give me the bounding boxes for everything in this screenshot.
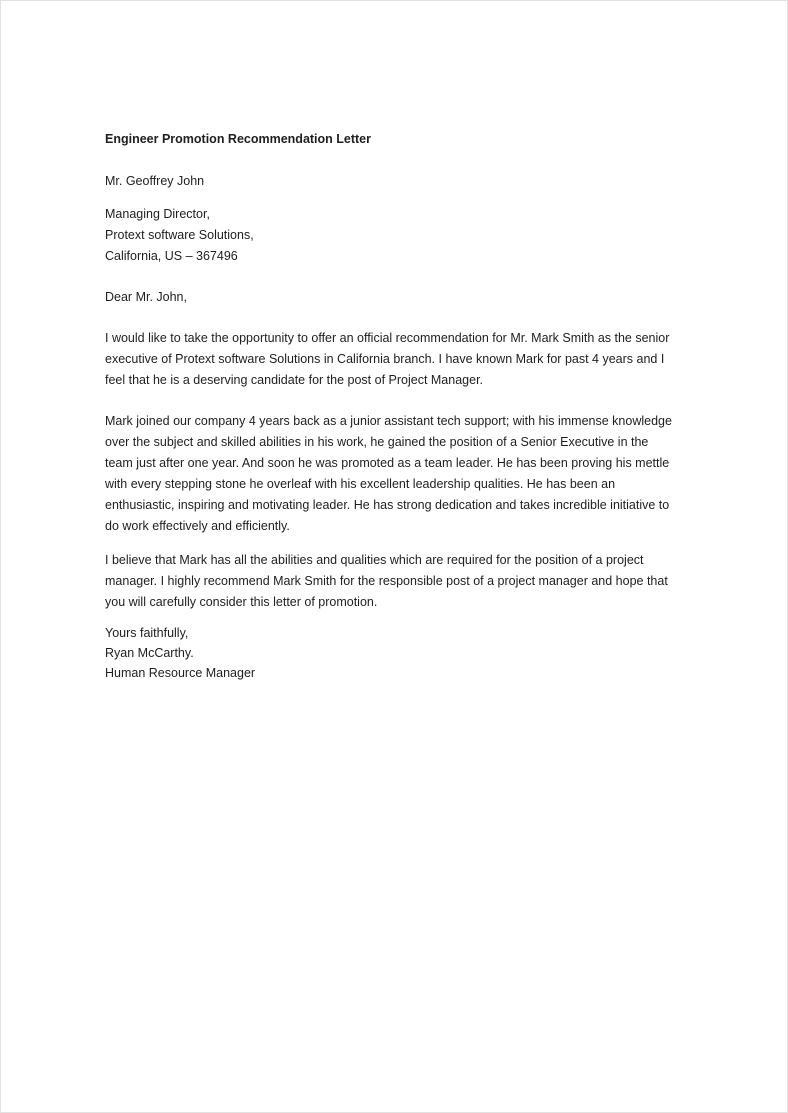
- body-paragraph-3: I believe that Mark has all the abilities and qualities which are required for the position of a project manager. I highly recommend Mark Smith for the responsible post of a project manager and hope that you will carefully consider this letter of promotion.: [105, 553, 668, 609]
- signature-title: Human Resource Manager: [105, 666, 256, 680]
- closing-block: [105, 623, 672, 683]
- recipient-name: Mr. Geoffrey John: [105, 174, 205, 188]
- recipient-address-line: Managing Director,: [105, 207, 210, 221]
- valediction: Yours faithfully,: [105, 626, 189, 640]
- recipient-address-line: California, US – 367496: [105, 249, 238, 263]
- body-paragraph-1: I would like to take the opportunity to offer an official recommendation for Mr. Mark Smith as the senior executive of Protext software Solutions in California branch. I have known Mark for past 4 years and I feel that he is a deserving candidate for the post of Project Manager.: [105, 331, 670, 387]
- letter-title: Engineer Promotion Recommendation Letter: [105, 132, 372, 146]
- recipient-address-line: Protext software Solutions,: [105, 228, 254, 242]
- salutation: Dear Mr. John,: [105, 290, 187, 304]
- recipient-address-block: [105, 204, 672, 267]
- body-paragraph-2: Mark joined our company 4 years back as a junior assistant tech support; with his immense knowledge over the subject and skilled abilities in his work, he gained the position of a Senior Executive in the team just after one year. And soon he was promoted as a team leader. He has been proving his mettle with every stepping stone he overleaf with his excellent leadership qualities. He has been an enthusiastic, inspiring and motivating leader. He has strong dedication and takes incredible initiative to do work effectively and efficiently.: [105, 414, 672, 533]
- signature-name: Ryan McCarthy.: [105, 646, 194, 660]
